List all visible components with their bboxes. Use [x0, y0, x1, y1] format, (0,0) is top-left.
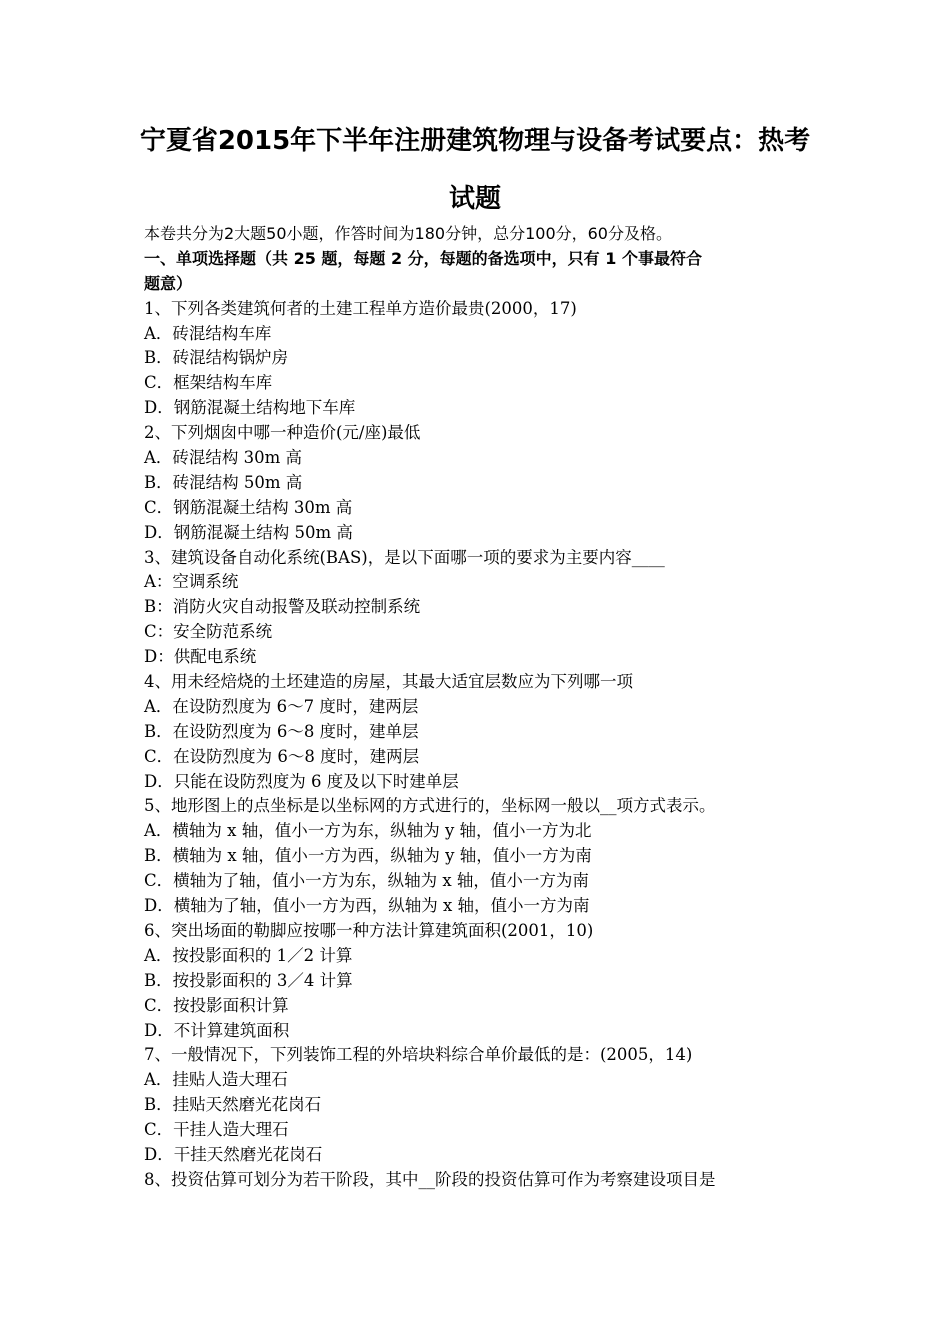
question-option: A．横轴为 x 轴，值小一方为东，纵轴为 y 轴，值小一方为北 — [144, 821, 592, 841]
question-stem: 5、地形图上的点坐标是以坐标网的方式进行的，坐标网一般以__项方式表示。 — [144, 796, 716, 816]
question-item — [144, 546, 824, 670]
question-option: D：供配电系统 — [144, 647, 257, 667]
title-line-1: 宁夏省2015年下半年注册建筑物理与设备考试要点：热考 — [139, 126, 811, 156]
question-item — [144, 919, 824, 1043]
question-option: A．按投影面积的 1／2 计算 — [144, 945, 353, 965]
section-heading-line-1: 一、单项选择题（共 25 题，每题 2 分，每题的备选项中，只有 1 个事最符合 — [144, 248, 702, 268]
question-option: C．框架结构车库 — [144, 373, 273, 393]
question-option: C．在设防烈度为 6～8 度时，建两层 — [144, 746, 420, 766]
document-body — [144, 222, 824, 1193]
question-option: A．砖混结构车库 — [144, 323, 272, 343]
question-option: C：安全防范系统 — [144, 622, 273, 642]
question-item — [144, 1043, 824, 1167]
question-option: B．在设防烈度为 6～8 度时，建单层 — [144, 721, 419, 741]
question-stem: 1、下列各类建筑何者的土建工程单方造价最贵(2000，17) — [144, 298, 577, 318]
question-stem: 7、一般情况下，下列装饰工程的外培块料综合单价最低的是：(2005，14) — [144, 1045, 693, 1065]
question-option: A．挂贴人造大理石 — [144, 1070, 288, 1090]
question-item — [144, 421, 824, 545]
question-option: A．在设防烈度为 6～7 度时，建两层 — [144, 696, 419, 716]
question-option: D．不计算建筑面积 — [144, 1020, 290, 1040]
question-option: D．钢筋混凝土结构 50m 高 — [144, 522, 353, 542]
question-option: B．挂贴天然磨光花岗石 — [144, 1095, 322, 1115]
question-option: B．砖混结构锅炉房 — [144, 348, 289, 368]
question-stem: 3、建筑设备自动化系统(BAS)，是以下面哪一项的要求为主要内容____ — [144, 547, 665, 567]
question-stem: 8、投资估算可划分为若干阶段，其中__阶段的投资估算可作为考察建设项目是 — [144, 1169, 716, 1189]
question-option: B：消防火灾自动报警及联动控制系统 — [144, 597, 421, 617]
exam-intro: 本卷共分为2大题50小题，作答时间为180分钟，总分100分，60分及格。 — [144, 224, 672, 243]
question-option: A：空调系统 — [144, 572, 239, 592]
question-option: C．干挂人造大理石 — [144, 1120, 289, 1140]
document-title — [100, 112, 850, 228]
question-option: D．只能在设防烈度为 6 度及以下时建单层 — [144, 771, 459, 791]
question-option: A．砖混结构 30m 高 — [144, 448, 303, 468]
question-item — [144, 794, 824, 918]
question-stem: 6、突出场面的勒脚应按哪一种方法计算建筑面积(2001，10) — [144, 920, 594, 940]
question-stem: 2、下列烟囱中哪一种造价(元/座)最低 — [144, 423, 421, 443]
section-heading-line-2: 题意） — [144, 273, 193, 293]
question-option: C．钢筋混凝土结构 30m 高 — [144, 497, 353, 517]
question-item — [144, 297, 824, 421]
question-stem: 4、用未经焙烧的土坯建造的房屋，其最大适宜层数应为下列哪一项 — [144, 672, 633, 692]
question-list — [144, 297, 824, 1193]
title-line-2: 试题 — [448, 184, 501, 214]
question-option: C．横轴为了轴，值小一方为东，纵轴为 x 轴，值小一方为南 — [144, 871, 589, 891]
question-item — [144, 1168, 824, 1193]
question-option: B．砖混结构 50m 高 — [144, 472, 303, 492]
question-option: B．横轴为 x 轴，值小一方为西，纵轴为 y 轴，值小一方为南 — [144, 846, 592, 866]
question-option: B．按投影面积的 3／4 计算 — [144, 970, 353, 990]
question-option: C．按投影面积计算 — [144, 995, 289, 1015]
question-option: D．钢筋混凝土结构地下车库 — [144, 398, 356, 418]
question-option: D．干挂天然磨光花岗石 — [144, 1144, 323, 1164]
question-option: D．横轴为了轴，值小一方为西，纵轴为 x 轴，值小一方为南 — [144, 896, 590, 916]
question-item — [144, 670, 824, 794]
